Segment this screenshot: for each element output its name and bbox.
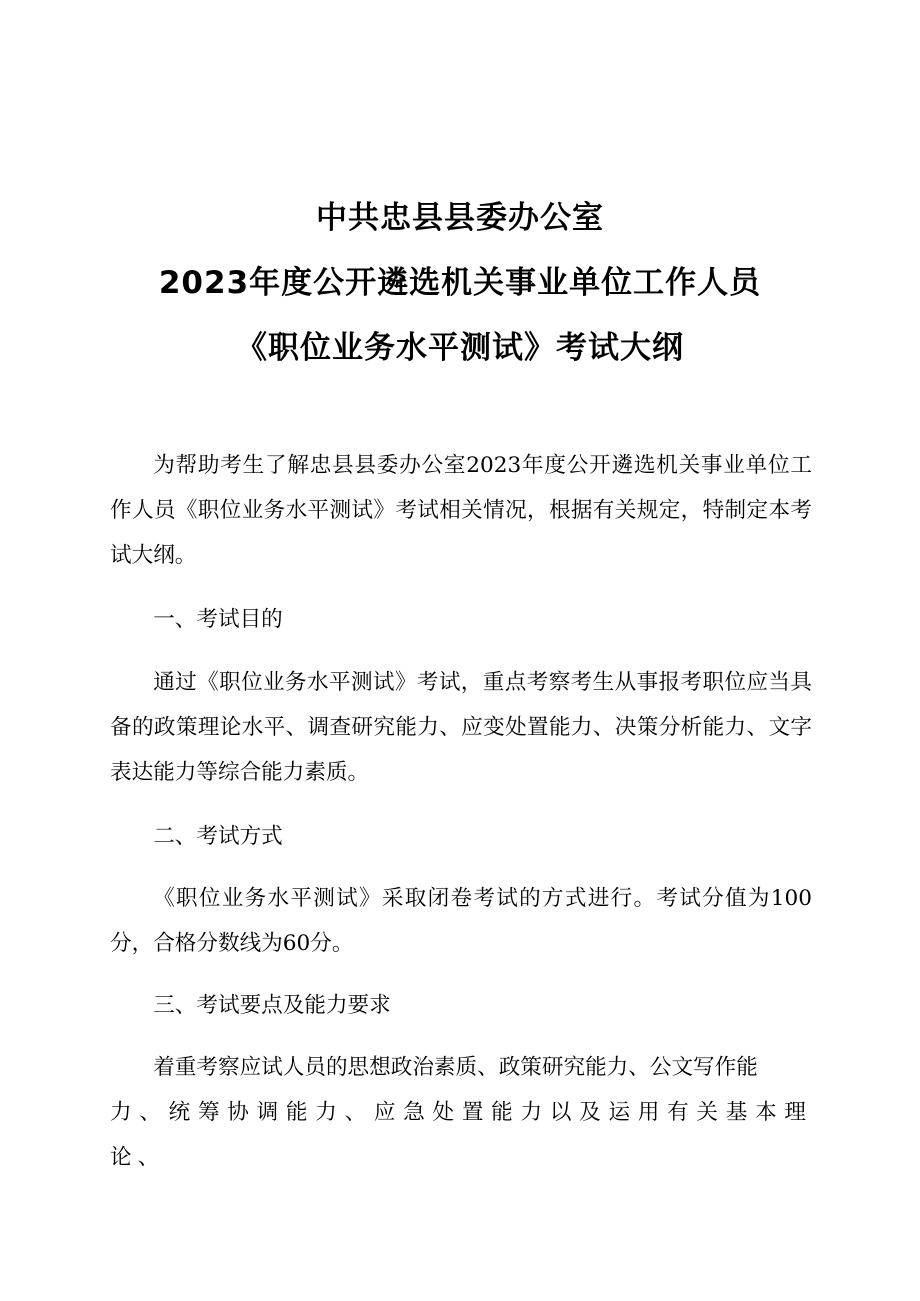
section-1-heading: 一、考试目的 <box>153 607 283 632</box>
section-3-body-line-1: 着重考察应试人员的思想政治素质、政策研究能力、公文写作能 <box>153 1055 758 1080</box>
section-3-body-line-2: 力、统筹协调能力、应急处置能力以及运用有关基本理论、 <box>110 1100 812 1170</box>
document-title <box>110 186 810 381</box>
section-3-heading-block <box>110 983 812 1028</box>
section-2-body-block <box>110 876 812 966</box>
section-1-heading-block <box>110 597 812 642</box>
section-2-heading-block <box>110 814 812 859</box>
section-1-body-block <box>110 660 812 795</box>
intro-paragraph: 为帮助考生了解忠县县委办公室2023年度公开遴选机关事业单位工作人员《职位业务水平测试》考试相关情况，根据有关规定，特制定本考试大纲。 <box>110 453 812 568</box>
title-line-3: 《职位业务水平测试》考试大纲 <box>236 330 684 366</box>
intro-paragraph-block <box>110 443 812 578</box>
title-line-1: 中共忠县县委办公室 <box>316 200 604 236</box>
section-2-body: 《职位业务水平测试》采取闭卷考试的方式进行。考试分值为100分，合格分数线为60分。 <box>110 886 812 956</box>
section-3-heading: 三、考试要点及能力要求 <box>153 993 391 1018</box>
section-2-heading: 二、考试方式 <box>153 824 283 849</box>
section-3-body-block <box>110 1045 812 1180</box>
section-1-body: 通过《职位业务水平测试》考试，重点考察考生从事报考职位应当具备的政策理论水平、调查研究能力、应变处置能力、决策分析能力、文字表达能力等综合能力素质。 <box>110 670 812 785</box>
title-line-2: 2023年度公开遴选机关事业单位工作人员 <box>158 265 762 301</box>
